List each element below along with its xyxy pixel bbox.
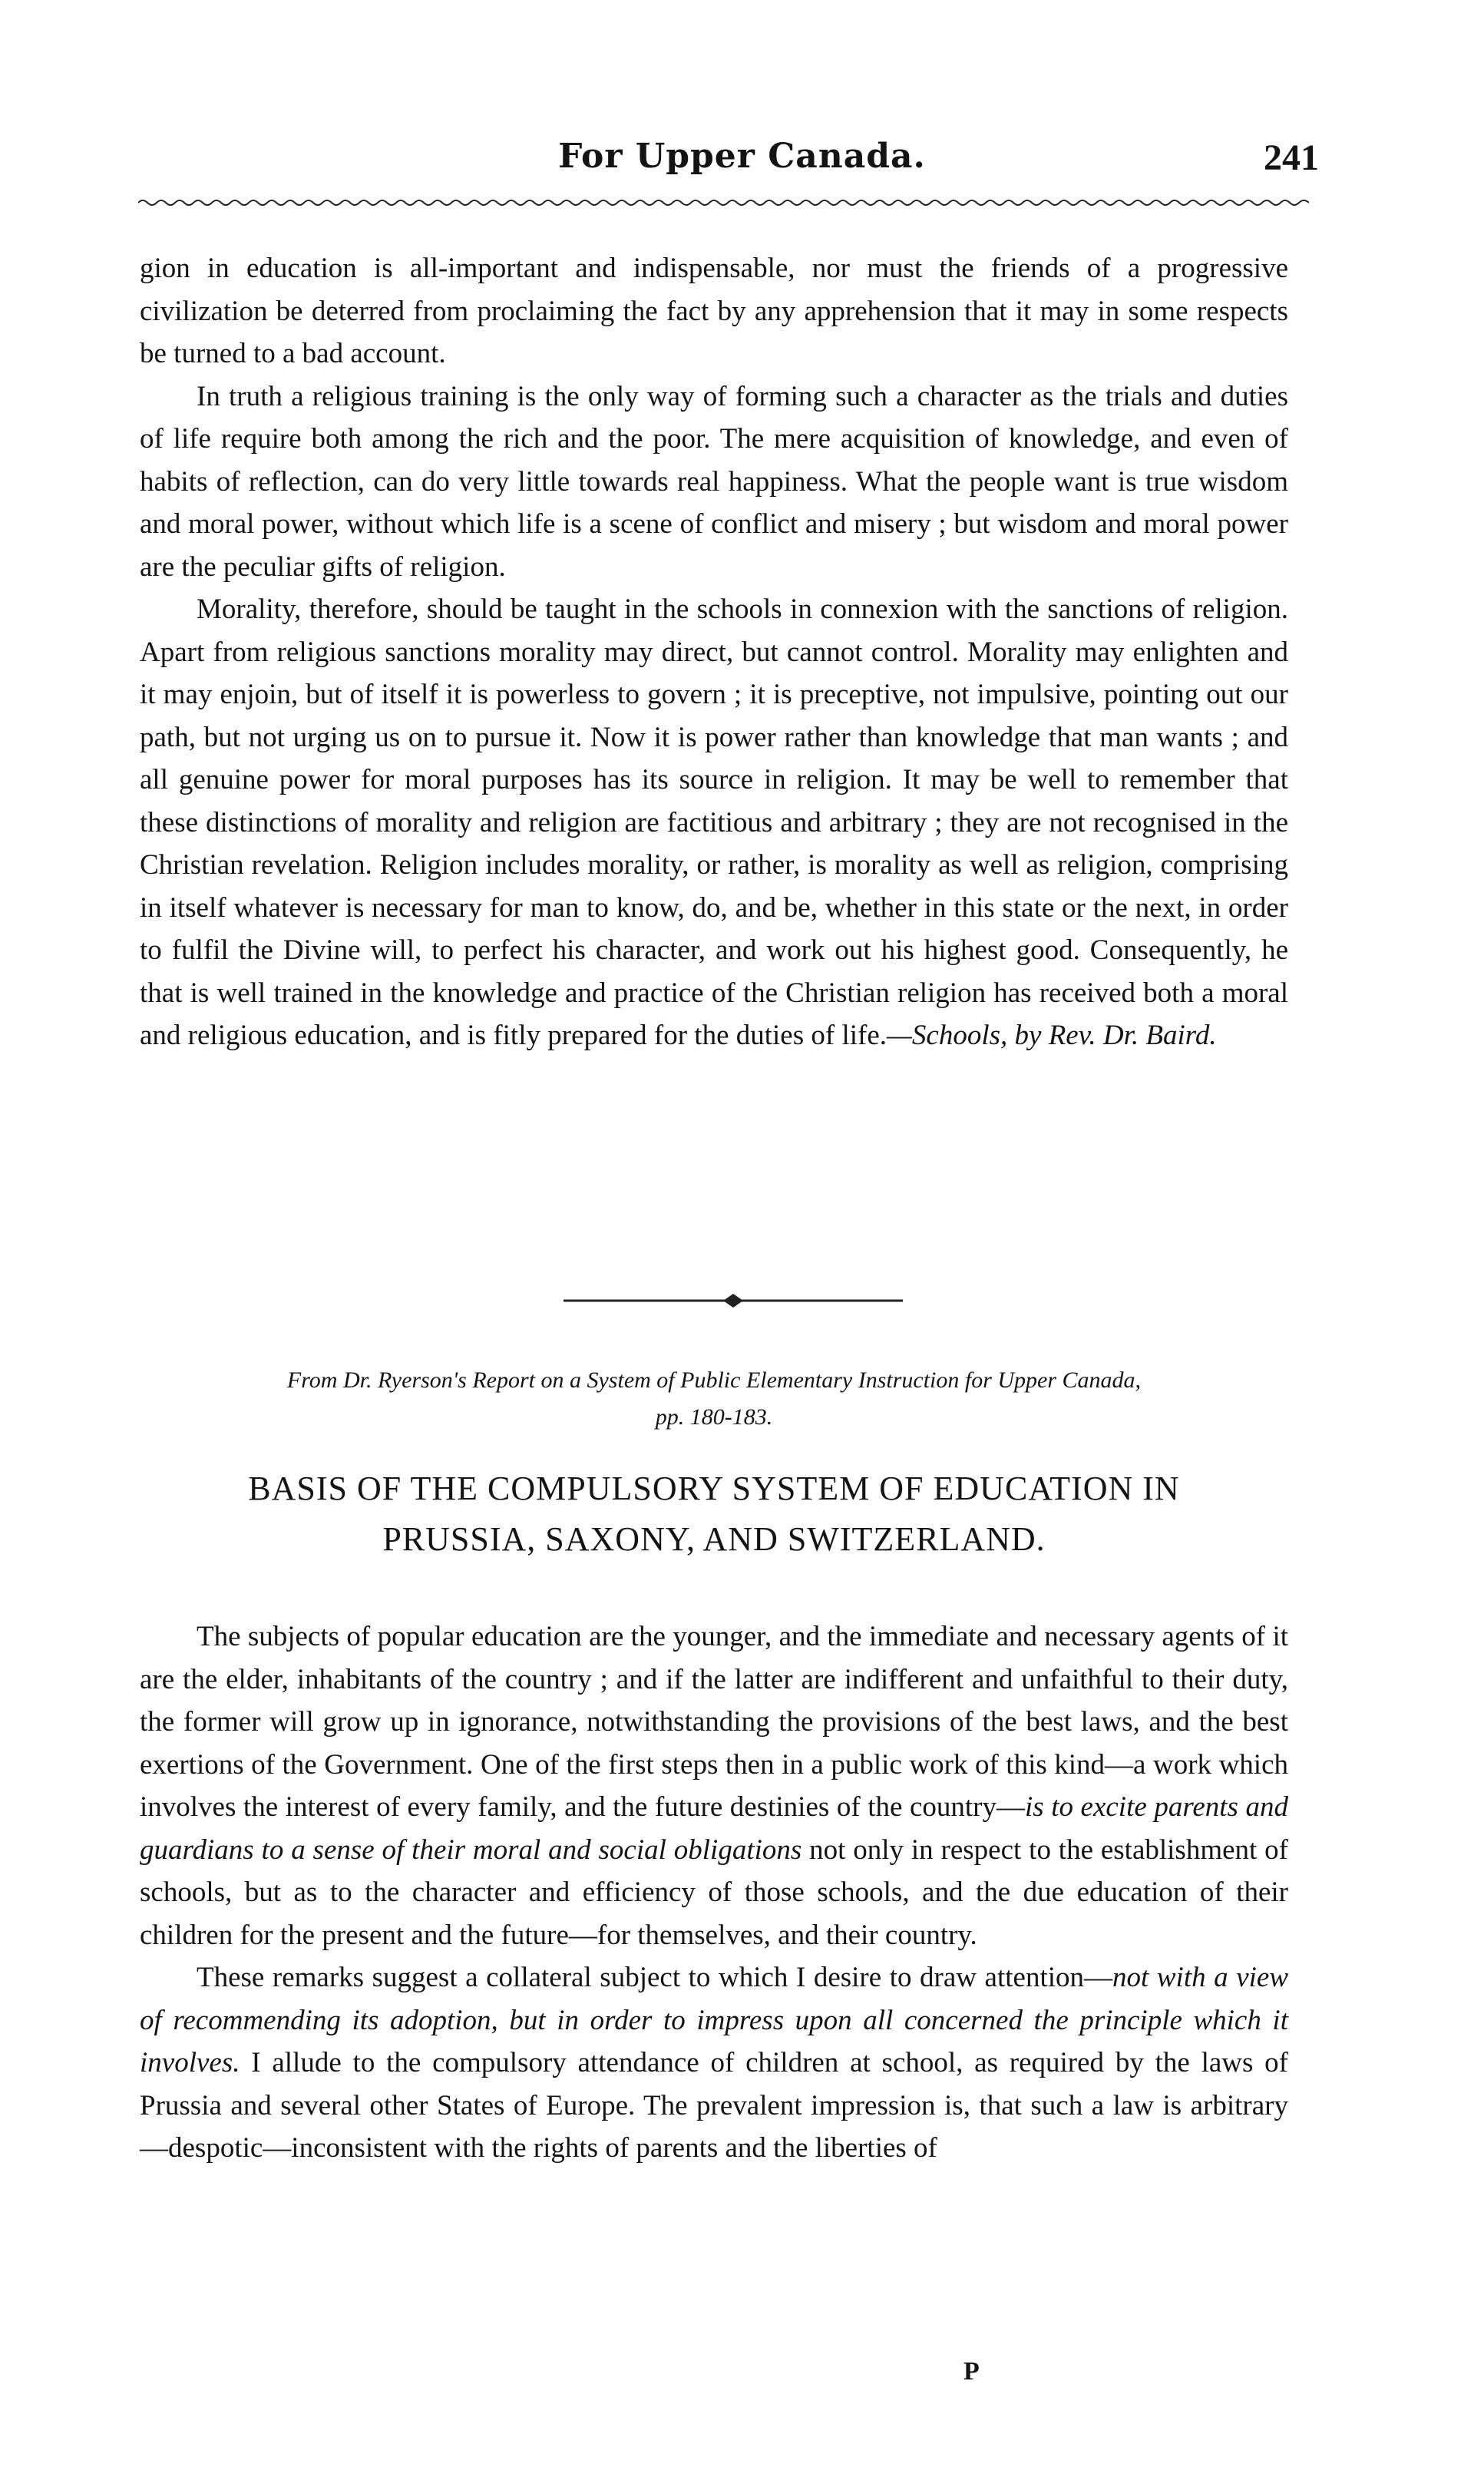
section-heading (140, 1463, 1288, 1565)
paragraph-italic-text: is to excite parents and guardians to a sense of their moral and social obligations (140, 1791, 1288, 1866)
wavy-rule-divider (138, 197, 1309, 209)
paragraph-morality (140, 588, 1288, 1057)
paragraph-italic-text: not with a view of recommending its adoption, but in order to impress upon all concerned the principle which it involves. (140, 1962, 1288, 2078)
paragraph-text: not only in respect to the establishment of schools, but as to the character and efficiency of those schools, and the due education of their children for the present and the future—for themselves, and their country. (140, 1834, 1288, 1951)
source-note (140, 1362, 1288, 1436)
paragraph: In truth a religious training is the only way of forming such a character as the trials and duties of life require both among the rich and the poor. The mere acquisition of knowledge, and even of habits of reflection, can do very little towards real happiness. What the people want is true wisdom and moral power, without which life is a scene of conflict and misery ; but wisdom and moral power are the peculiar gifts of religion. (140, 380, 1288, 583)
signature-mark: P (963, 2357, 980, 2386)
source-note-pages: pp. 180-183. (655, 1404, 773, 1430)
heading-line: BASIS OF THE COMPULSORY SYSTEM OF EDUCATION IN (248, 1470, 1180, 1507)
source-note-line: From Dr. Ryerson's Report on a System of Public Elementary Instruction for Upper Canada, (286, 1367, 1142, 1393)
section2-text (140, 1615, 1288, 2170)
attribution: —Schools, by Rev. Dr. Baird. (887, 1020, 1217, 1051)
running-title: For Upper Canada. (558, 137, 926, 176)
running-head (0, 137, 1484, 190)
paragraph-remarks (140, 1956, 1288, 2170)
paragraph-subjects (140, 1615, 1288, 1956)
paragraph-continued: gion in education is all-important and indispensable, nor must the friends of a progressive civilization be deterred from proclaiming the fact by any apprehension that it may in some respects be turned to a bad account. (140, 253, 1288, 369)
section1-text (140, 247, 1288, 1057)
paragraph-text: I allude to the compulsory attendance of children at school, as required by the laws of Prussia and several other States of Europe. The prevalent impression is, that such a law is arbitrary—despotic—inconsistent with the rights of parents and the liberties of (140, 2047, 1288, 2164)
paragraph-text: These remarks suggest a collateral subject to which I desire to draw attention— (197, 1962, 1113, 1993)
paragraph-text: Morality, therefore, should be taught in the schools in connexion with the sanctions of religion. Apart from religious sanctions morality may direct, but cannot control. Morality may enlighten and it may enjoin, but of itself it is powerless to govern ; it is preceptive, not impulsive, pointing out our path, but not urging us on to pursue it. Now it is power rather than knowledge that man wants ; and all genuine power for moral purposes has its source in religion. It may be well to remember that these distinctions of morality and religion are factitious and arbitrary ; they are not recognised in the Christian revelation. Religion includes morality, or rather, is morality as well as religion, comprising in itself whatever is necessary for man to know, do, and be, whether in this state or the next, in order to fulfil the Divine will, to perfect his character, and work out his highest good. Consequently, he that is well trained in the knowledge and practice of the Christian religion has received both a moral and religious education, and is fitly prepared for the duties of life. (140, 594, 1288, 1051)
paragraph-text: The subjects of popular education are the younger, and the immediate and necessary agents of it are the elder, inhabitants of the country ; and if the latter are indifferent and unfaithful to their duty, the former will grow up in ignorance, notwithstanding the provisions of the best laws, and the best exertions of the Government. One of the first steps then in a public work of this kind—a work which involves the interest of every family, and the future destinies of the country— (140, 1621, 1288, 1823)
heading-line: PRUSSIA, SAXONY, AND SWITZERLAND. (382, 1520, 1046, 1558)
page-number: 241 (1264, 137, 1319, 178)
ornament-divider (553, 1291, 914, 1310)
